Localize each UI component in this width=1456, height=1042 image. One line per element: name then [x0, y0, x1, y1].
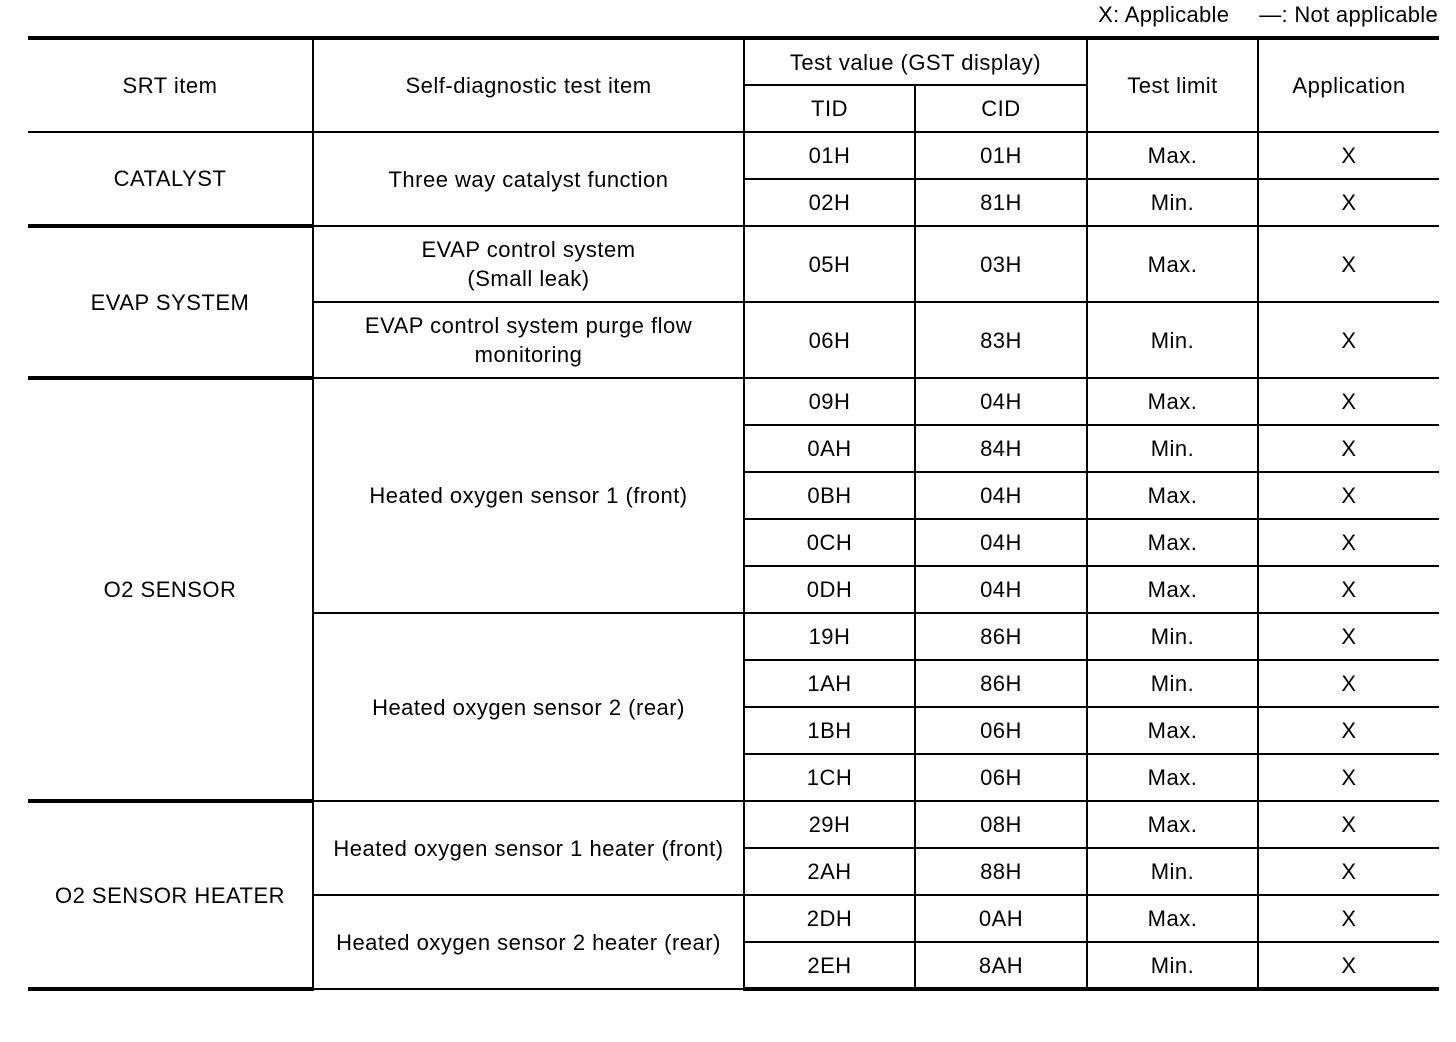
tid-cell: 0DH — [744, 566, 915, 613]
self-diagnostic-test-item-cell — [313, 895, 744, 989]
tid-cell: 1BH — [744, 707, 915, 754]
application-cell: X — [1258, 302, 1439, 378]
test-limit-cell: Min. — [1087, 425, 1258, 472]
self-diagnostic-test-item-cell — [313, 378, 744, 613]
test-limit-cell: Min. — [1087, 613, 1258, 660]
tid-cell: 02H — [744, 179, 915, 226]
cid-cell: 06H — [915, 754, 1087, 801]
application-cell: X — [1258, 179, 1439, 226]
tid-cell: 2EH — [744, 942, 915, 989]
test-item-name-line: (Small leak) — [467, 266, 590, 291]
cid-cell: 06H — [915, 707, 1087, 754]
srt-item-cell: EVAP SYSTEM — [28, 226, 313, 378]
application-cell: X — [1258, 707, 1439, 754]
test-limit-cell: Max. — [1087, 801, 1258, 848]
test-item-name-line: EVAP control system — [421, 237, 636, 262]
test-limit-cell: Max. — [1087, 132, 1258, 179]
cid-cell: 04H — [915, 378, 1087, 425]
header-test-limit: Test limit — [1087, 38, 1258, 132]
tid-cell: 1AH — [744, 660, 915, 707]
application-cell: X — [1258, 226, 1439, 302]
test-item-name-line: monitoring — [474, 342, 583, 367]
test-limit-cell: Min. — [1087, 942, 1258, 989]
application-cell: X — [1258, 613, 1439, 660]
legend-not-applicable: —: Not applicable — [1259, 2, 1438, 27]
test-limit-cell: Max. — [1087, 707, 1258, 754]
cid-cell: 04H — [915, 472, 1087, 519]
tid-cell: 0AH — [744, 425, 915, 472]
test-limit-cell: Max. — [1087, 895, 1258, 942]
table-row — [28, 801, 1439, 848]
cid-cell: 84H — [915, 425, 1087, 472]
cid-cell: 83H — [915, 302, 1087, 378]
header-self-diagnostic-test-item: Self-diagnostic test item — [313, 38, 744, 132]
test-limit-cell: Min. — [1087, 660, 1258, 707]
test-item-name-line: Heated oxygen sensor 1 heater (front) — [333, 835, 724, 861]
test-item-name-line: Heated oxygen sensor 2 heater (rear) — [336, 929, 721, 955]
test-item-name-line: Three way catalyst function — [388, 166, 669, 192]
cid-cell: 81H — [915, 179, 1087, 226]
tid-cell: 2DH — [744, 895, 915, 942]
self-diagnostic-test-item-cell — [313, 226, 744, 302]
table-row — [28, 378, 1439, 425]
self-diagnostic-test-item-cell — [313, 613, 744, 801]
cid-cell: 03H — [915, 226, 1087, 302]
table-body — [28, 132, 1439, 989]
self-diagnostic-test-item-cell — [313, 302, 744, 378]
application-cell: X — [1258, 660, 1439, 707]
tid-cell: 0BH — [744, 472, 915, 519]
application-cell: X — [1258, 848, 1439, 895]
tid-cell: 05H — [744, 226, 915, 302]
test-item-name-line: Heated oxygen sensor 1 (front) — [369, 483, 688, 508]
tid-cell: 19H — [744, 613, 915, 660]
application-cell: X — [1258, 895, 1439, 942]
header-tid: TID — [744, 85, 915, 132]
application-cell: X — [1258, 425, 1439, 472]
srt-item-cell: CATALYST — [28, 132, 313, 226]
cid-cell: 04H — [915, 566, 1087, 613]
cid-cell: 0AH — [915, 895, 1087, 942]
table-row — [28, 132, 1439, 179]
test-item-name-line: Heated oxygen sensor 2 (rear) — [372, 694, 685, 720]
tid-cell: 0CH — [744, 519, 915, 566]
application-cell: X — [1258, 801, 1439, 848]
header-test-value: Test value (GST display) — [744, 38, 1087, 85]
legend — [1098, 2, 1438, 28]
application-cell: X — [1258, 566, 1439, 613]
application-cell: X — [1258, 754, 1439, 801]
application-cell: X — [1258, 472, 1439, 519]
cid-cell: 88H — [915, 848, 1087, 895]
test-limit-cell: Min. — [1087, 848, 1258, 895]
header-srt-item: SRT item — [28, 38, 313, 132]
application-cell: X — [1258, 519, 1439, 566]
table-header — [28, 38, 1439, 132]
application-cell: X — [1258, 378, 1439, 425]
header-application: Application — [1258, 38, 1439, 132]
application-cell: X — [1258, 942, 1439, 989]
tid-cell: 1CH — [744, 754, 915, 801]
cid-cell: 8AH — [915, 942, 1087, 989]
test-limit-cell: Max. — [1087, 472, 1258, 519]
tid-cell: 2AH — [744, 848, 915, 895]
legend-applicable: X: Applicable — [1098, 2, 1230, 27]
cid-cell: 08H — [915, 801, 1087, 848]
test-limit-cell: Min. — [1087, 302, 1258, 378]
test-limit-cell: Max. — [1087, 519, 1258, 566]
cid-cell: 86H — [915, 660, 1087, 707]
table-row — [28, 226, 1439, 302]
srt-table — [28, 36, 1439, 991]
test-limit-cell: Max. — [1087, 378, 1258, 425]
self-diagnostic-test-item-cell — [313, 132, 744, 226]
test-limit-cell: Max. — [1087, 566, 1258, 613]
header-cid: CID — [915, 85, 1087, 132]
cid-cell: 01H — [915, 132, 1087, 179]
srt-item-cell: O2 SENSOR HEATER — [28, 801, 313, 989]
test-limit-cell: Max. — [1087, 226, 1258, 302]
cid-cell: 86H — [915, 613, 1087, 660]
test-limit-cell: Min. — [1087, 179, 1258, 226]
cid-cell: 04H — [915, 519, 1087, 566]
test-item-name-line: EVAP control system purge flow — [364, 313, 693, 338]
tid-cell: 01H — [744, 132, 915, 179]
srt-item-cell: O2 SENSOR — [28, 378, 313, 801]
tid-cell: 29H — [744, 801, 915, 848]
test-limit-cell: Max. — [1087, 754, 1258, 801]
tid-cell: 06H — [744, 302, 915, 378]
application-cell: X — [1258, 132, 1439, 179]
tid-cell: 09H — [744, 378, 915, 425]
self-diagnostic-test-item-cell — [313, 801, 744, 895]
